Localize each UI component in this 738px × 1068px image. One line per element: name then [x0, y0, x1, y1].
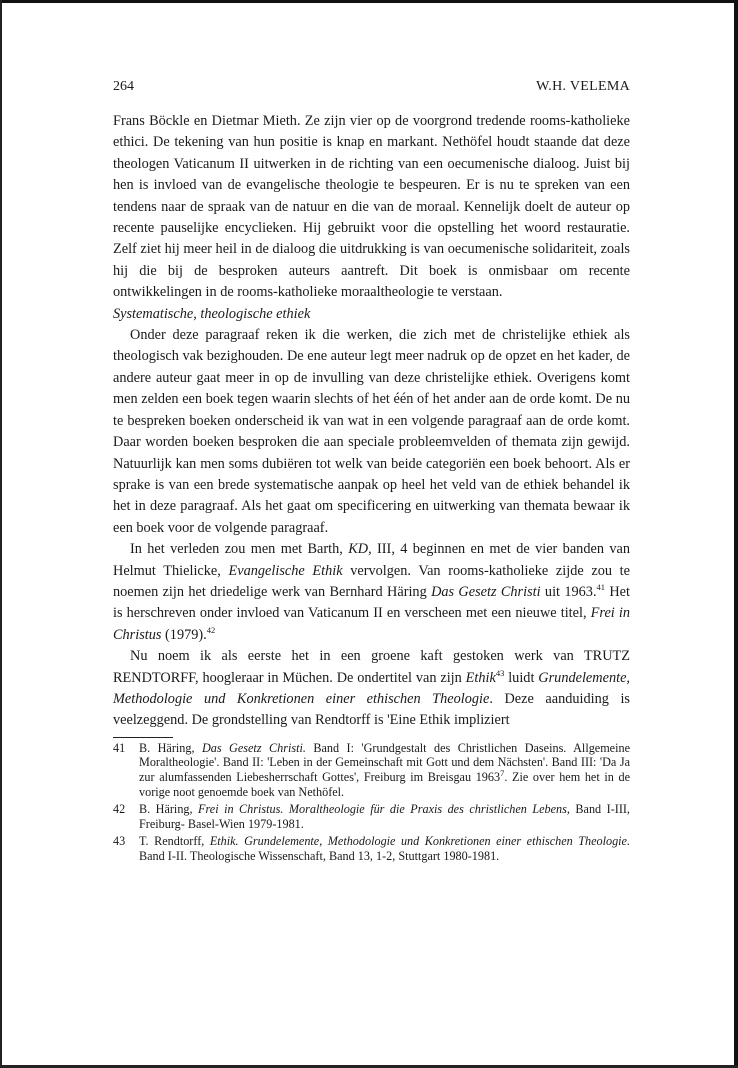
footnote-number: 41 [113, 740, 126, 755]
page-number: 264 [113, 79, 134, 94]
footnote-ref-42: 42 [206, 624, 216, 635]
footnote-41 [113, 741, 630, 799]
paragraph-4: Nu noem ik als eerste het in een groene kaft gestoken werk van TRUTZ RENDTORFF, hoogleraar in Müchen. De ondertitel van zijn Ethik$^{43}$ luidt Grundelemente, Methodologie und Konkretionen einer ethischen Theologie. Deze aanduiding is veelzeggend. De grondstelling van Rendtorff is 'Eine Ethik impliziert [113, 648, 630, 729]
scan-edge-top [0, 0, 738, 3]
running-head-author: W.H. VELEMA [536, 79, 630, 94]
paragraph-2: Onder deze paragraaf reken ik die werken, die zich met de christelijke ethiek als theologisch vak bezighouden. De ene auteur legt meer nadruk op de opzet en het kader, de andere auteur gaat meer in op de invulling van deze christelijke ethiek. Overigens komt men zelden een boek tegen waarin slechts of het één of het ander aan de orde komt. De nu te bespreken boeken onderscheid ik van wat in een volgende paragraaf aan de orde komt. Daar worden boeken besproken die aan speciale probleemvelden of themata zijn gewijd. Natuurlijk kan men soms dubiëren tot welk van beide categoriën een boek behoort. Als er sprake is van een brede systematische aanpak op heel het veld van de ethiek behandel ik het in deze paragraaf. Als het gaat om specificering en uitwerking van themata bewaar ik een boek voor de volgende paragraaf. [113, 327, 630, 536]
footnote-ref-43: 43 [495, 667, 505, 678]
footnote-number: 43 [113, 834, 126, 849]
body-text [113, 111, 630, 732]
footnote-number: 42 [113, 802, 126, 817]
scan-edge-left [0, 0, 2, 1068]
footnote-43 [113, 834, 630, 863]
running-head [113, 77, 630, 97]
footnote-ref-41: 41 [596, 582, 606, 593]
book-page [113, 77, 630, 867]
footnote-text: T. Rendtorff, Ethik. Grundelemente, Methodologie und Konkretionen einer ethischen Theologie. Band I-II. Theologische Wissenschaft, Band 13, 1-2, Stuttgart 1980-1981. [139, 834, 630, 863]
paragraph-1: Frans Böckle en Dietmar Mieth. Ze zijn vier op de voorgrond tredende rooms-katholieke ethici. De tekening van hun positie is knap en markant. Nethöfel houdt staande dat deze theologen Vaticanum II uitwerken in de richting van een oecumenische dialoog. Juist bij hen is invloed van de evangelische theologie te bespeuren. Er is nu te spreken van een tendens naar de spraak van de natuur en die van de moraal. Kennelijk doelt de auteur op recente pauselijke encyclieken. Hij gebruikt voor die opstelling het woord restauratie. Zelf ziet hij meer heil in de dialoog die uitdrukking is van oecumenische solidariteit, zoals hij die bij de besproken auteurs aantreft. Dit boek is onmisbaar om recente ontwikkelingen in de rooms-katholieke moraaltheologie te verstaan. [113, 113, 630, 301]
paragraph-3: In het verleden zou men met Barth, KD, III, 4 beginnen en met de vier banden van Helmut Thielicke, Evangelische Ethik vervolgen. Van rooms-katholieke zijde zou te noemen zijn het driedelige werk van Bernhard Häring Das Gesetz Christi uit 1963.41 Het is herschreven onder invloed van Vaticanum II en verscheen met een nieuwe titel, Frei in Christus (1979).$^{42}$ [113, 541, 631, 643]
footnote-42 [113, 802, 630, 831]
footnote-text: B. Häring, Das Gesetz Christi. Band I: 'Grundgestalt des Christlichen Daseins. Allgemeine Moraltheologie'. Band II: 'Leben in der Gemeinschaft mit Gott und dem Nächsten'. Band III: 'Da Ja zur alumfassenden Liebesherrschaft Gottes', Freiburg im Breisgau 1963$^7$. Zie over hem het in de vorige noot genoemde boek van Nethöfel. [139, 740, 630, 799]
scan-edge-right [734, 0, 738, 1068]
footnotes [113, 741, 630, 864]
section-heading: Systematische, theologische ethiek [113, 305, 311, 322]
footnote-text: B. Häring, Frei in Christus. Moraltheologie für die Praxis des christlichen Lebens, Band I-III, Freiburg- Basel-Wien 1979-1981. [139, 802, 630, 831]
footnote-rule [113, 737, 173, 738]
